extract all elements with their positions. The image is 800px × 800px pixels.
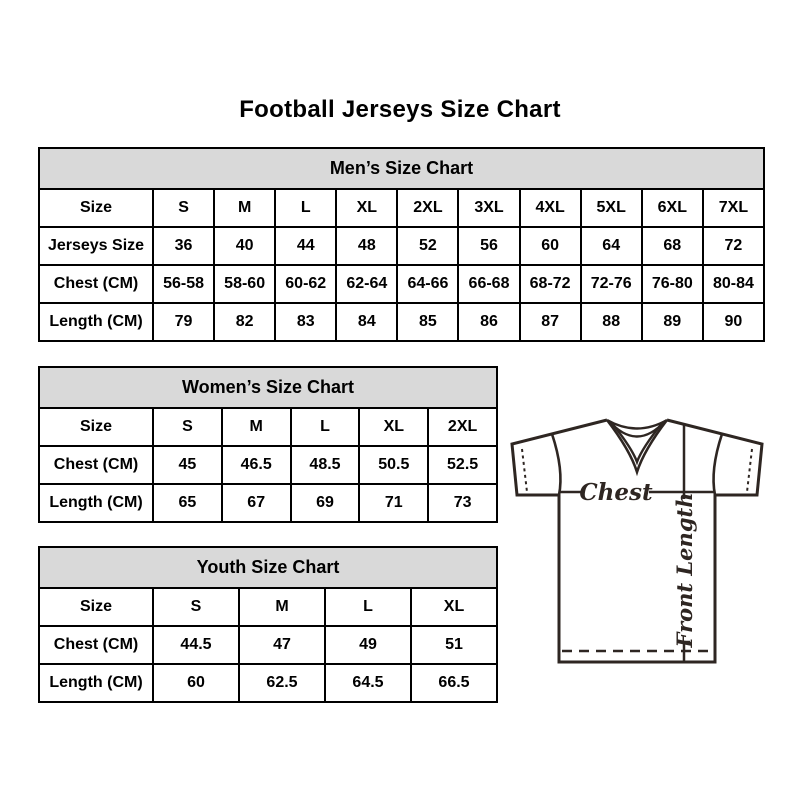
size-value-cell: XL — [359, 408, 428, 446]
row-label-cell: Chest (CM) — [39, 446, 153, 484]
size-value-cell: 58-60 — [214, 265, 275, 303]
size-value-cell: 56 — [458, 227, 519, 265]
size-value-cell: 45 — [153, 446, 222, 484]
mens-size-table — [38, 147, 765, 342]
size-value-cell: 71 — [359, 484, 428, 522]
table-row — [39, 664, 497, 702]
row-label-cell: Length (CM) — [39, 664, 153, 702]
section-title: Women’s Size Chart — [39, 367, 497, 408]
size-value-cell: 6XL — [642, 189, 703, 227]
size-value-cell: 65 — [153, 484, 222, 522]
size-value-cell: 60 — [520, 227, 581, 265]
size-value-cell: S — [153, 588, 239, 626]
section-title: Men’s Size Chart — [39, 148, 764, 189]
size-value-cell: 48.5 — [291, 446, 360, 484]
size-value-cell: 80-84 — [703, 265, 764, 303]
size-value-cell: 89 — [642, 303, 703, 341]
size-value-cell: 7XL — [703, 189, 764, 227]
size-value-cell: 84 — [336, 303, 397, 341]
section-header-row — [39, 367, 497, 408]
size-value-cell: 40 — [214, 227, 275, 265]
size-value-cell: 64-66 — [397, 265, 458, 303]
row-label-cell: Size — [39, 189, 153, 227]
size-value-cell: 60 — [153, 664, 239, 702]
section-header-row — [39, 547, 497, 588]
size-value-cell: 82 — [214, 303, 275, 341]
size-value-cell: 83 — [275, 303, 336, 341]
size-value-cell: 79 — [153, 303, 214, 341]
size-value-cell: 48 — [336, 227, 397, 265]
size-value-cell: 62-64 — [336, 265, 397, 303]
row-label-cell: Length (CM) — [39, 484, 153, 522]
row-label-cell: Jerseys Size — [39, 227, 153, 265]
front-length-label: Front Length — [672, 492, 697, 648]
size-value-cell: 36 — [153, 227, 214, 265]
size-value-cell: 67 — [222, 484, 291, 522]
size-value-cell: 64.5 — [325, 664, 411, 702]
table-row — [39, 588, 497, 626]
table-row — [39, 408, 497, 446]
page-title: Football Jerseys Size Chart — [239, 96, 561, 123]
youth-size-table — [38, 546, 498, 703]
size-value-cell: 2XL — [428, 408, 497, 446]
size-value-cell: 44 — [275, 227, 336, 265]
size-value-cell: 3XL — [458, 189, 519, 227]
size-value-cell: 62.5 — [239, 664, 325, 702]
size-value-cell: XL — [336, 189, 397, 227]
size-value-cell: 87 — [520, 303, 581, 341]
size-value-cell: 52.5 — [428, 446, 497, 484]
jersey-outline — [512, 420, 762, 662]
size-value-cell: 4XL — [520, 189, 581, 227]
size-value-cell: S — [153, 408, 222, 446]
table-row — [39, 227, 764, 265]
size-value-cell: M — [222, 408, 291, 446]
size-value-cell: 64 — [581, 227, 642, 265]
chest-label: Chest — [579, 479, 653, 506]
size-value-cell: 49 — [325, 626, 411, 664]
size-value-cell: 68-72 — [520, 265, 581, 303]
size-value-cell: 50.5 — [359, 446, 428, 484]
row-label-cell: Length (CM) — [39, 303, 153, 341]
size-value-cell: M — [214, 189, 275, 227]
size-value-cell: 52 — [397, 227, 458, 265]
size-value-cell: L — [325, 588, 411, 626]
size-value-cell: 44.5 — [153, 626, 239, 664]
size-value-cell: 60-62 — [275, 265, 336, 303]
size-value-cell: 47 — [239, 626, 325, 664]
size-value-cell: 72 — [703, 227, 764, 265]
table-row — [39, 265, 764, 303]
size-value-cell: 73 — [428, 484, 497, 522]
row-label-cell: Size — [39, 408, 153, 446]
size-value-cell: M — [239, 588, 325, 626]
table-row — [39, 303, 764, 341]
size-value-cell: 2XL — [397, 189, 458, 227]
womens-size-table — [38, 366, 498, 523]
size-value-cell: 51 — [411, 626, 497, 664]
size-value-cell: 66-68 — [458, 265, 519, 303]
table-row — [39, 446, 497, 484]
size-value-cell: 72-76 — [581, 265, 642, 303]
size-value-cell: 56-58 — [153, 265, 214, 303]
size-value-cell: XL — [411, 588, 497, 626]
table-row — [39, 484, 497, 522]
section-title: Youth Size Chart — [39, 547, 497, 588]
size-value-cell: L — [291, 408, 360, 446]
jersey-measurement-diagram — [504, 402, 770, 692]
size-value-cell: 68 — [642, 227, 703, 265]
size-value-cell: 76-80 — [642, 265, 703, 303]
size-value-cell: 90 — [703, 303, 764, 341]
size-value-cell: 5XL — [581, 189, 642, 227]
size-value-cell: 69 — [291, 484, 360, 522]
section-header-row — [39, 148, 764, 189]
size-value-cell: 66.5 — [411, 664, 497, 702]
size-value-cell: 88 — [581, 303, 642, 341]
row-label-cell: Size — [39, 588, 153, 626]
row-label-cell: Chest (CM) — [39, 265, 153, 303]
size-value-cell: 85 — [397, 303, 458, 341]
size-value-cell: 46.5 — [222, 446, 291, 484]
table-row — [39, 626, 497, 664]
size-value-cell: 86 — [458, 303, 519, 341]
row-label-cell: Chest (CM) — [39, 626, 153, 664]
size-value-cell: L — [275, 189, 336, 227]
table-row — [39, 189, 764, 227]
size-value-cell: S — [153, 189, 214, 227]
